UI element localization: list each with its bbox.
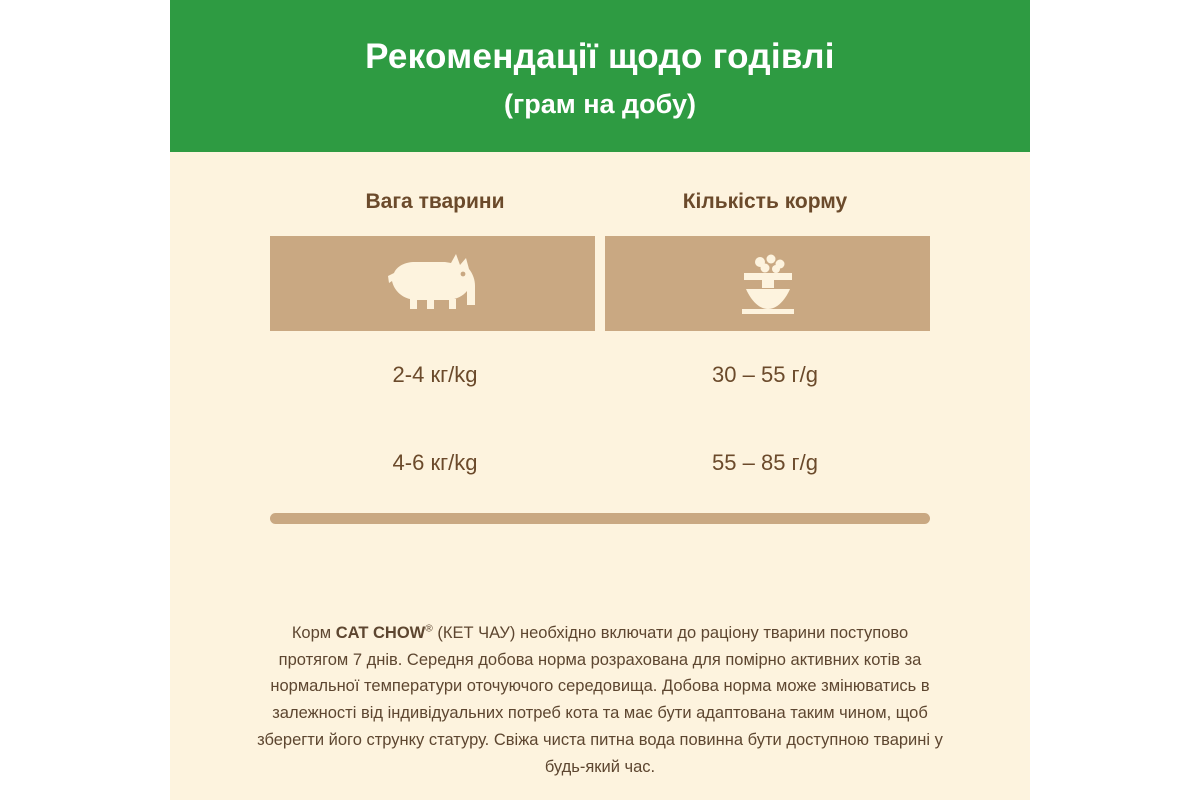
amount-value-1: 30 – 55 г/g (712, 362, 818, 387)
icon-cell-weight (270, 236, 600, 331)
page-subtitle: (грам на добу) (503, 88, 696, 119)
table-icon-row (270, 236, 930, 331)
weight-value-2: 4-6 кг/kg (392, 450, 478, 475)
food-bowl-icon (732, 253, 804, 315)
column-header-weight: Вага тварини (365, 190, 505, 213)
brand-name: CAT CHOW (335, 624, 426, 642)
table-row (270, 331, 930, 419)
table-bottom-divider (270, 513, 930, 524)
table-header-row (270, 190, 930, 236)
table-row (270, 419, 930, 507)
page-title: Рекомендації щодо годівлі (365, 37, 835, 77)
amount-value-2: 55 – 85 г/g (712, 450, 818, 475)
cat-icon (387, 253, 479, 315)
note-text: (КЕТ ЧАУ) необхідно включати до раціону тварини поступово протягом 7 днів. Середня добова норма розрахована для помірно активних котів за нормальної температури оточуючого середовища. Добова норма може змінюватись в залежності від індивідуальних потреб кота та має бути адаптована таким чином, щоб зберегти його струнку статуру. Свіжа чиста питна вода повинна бути доступною тварині у будь-який час. (257, 624, 943, 776)
column-header-amount: Кількість корму (682, 190, 848, 213)
food-bowl-icon-container (600, 236, 930, 331)
note-lead: Корм (291, 624, 332, 642)
feeding-note (255, 620, 945, 780)
cat-icon-container (270, 236, 600, 331)
header-banner (170, 0, 1030, 152)
registered-mark: ® (425, 623, 433, 635)
weight-value-1: 2-4 кг/kg (392, 362, 478, 387)
icon-cell-amount (600, 236, 930, 331)
feeding-table (270, 190, 930, 524)
